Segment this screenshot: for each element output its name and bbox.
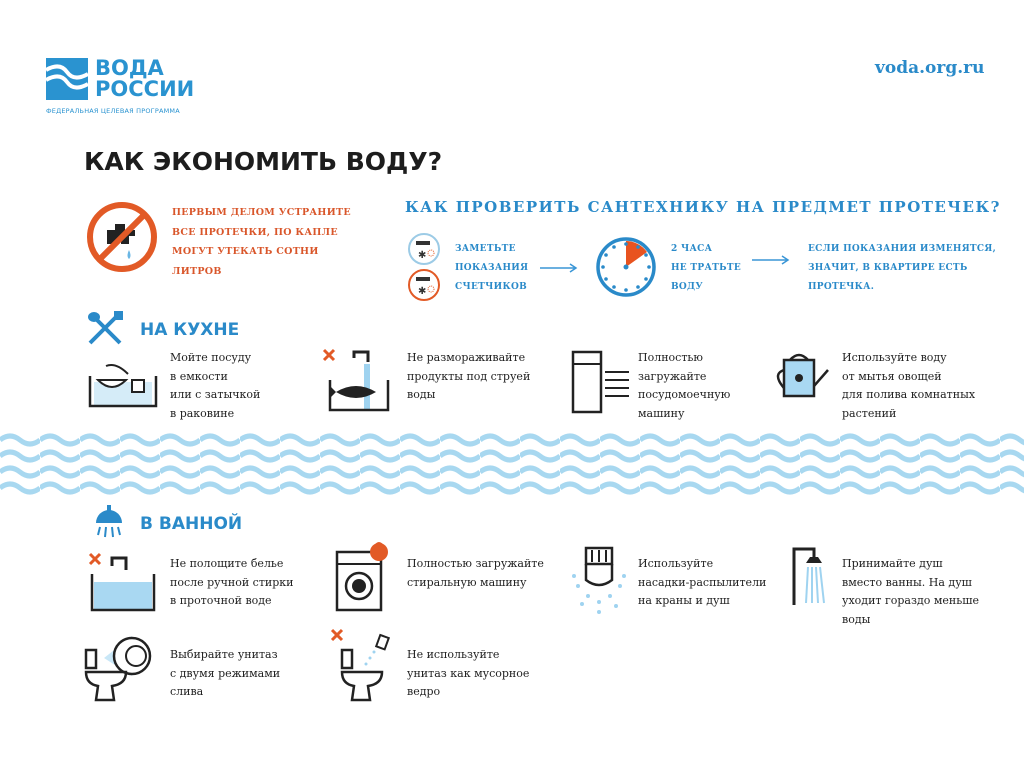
aerator-nozzle-icon (568, 546, 630, 614)
leak-line: МОГУТ УТЕКАТЬ СОТНИ (172, 246, 319, 257)
meter-cold-icon (407, 232, 441, 266)
step-line: ЕСЛИ ПОКАЗАНИЯ ИЗМЕНЯТСЯ, (808, 244, 997, 254)
no-trash-toilet-icon (330, 628, 406, 704)
watering-can-icon (770, 350, 832, 400)
bathroom-tip-2 (407, 555, 544, 592)
kitchen-tip-2 (407, 349, 530, 405)
tip-line: стиральную машину (407, 575, 527, 589)
arrow-right-icon (752, 255, 792, 265)
tip-line: слива (170, 685, 204, 698)
step-line: 2 ЧАСА (671, 244, 713, 254)
leak-warning-text (172, 203, 351, 281)
bathroom-tip-4 (842, 555, 979, 629)
step-line: ВОДУ (671, 282, 703, 292)
utensils-icon (86, 311, 126, 347)
tip-line: или с затычкой (170, 388, 261, 401)
check-step3 (808, 240, 996, 297)
shower-icon (790, 545, 830, 607)
check-step2 (671, 240, 741, 297)
site-url[interactable]: voda.org.ru (875, 58, 985, 78)
dishes-basin-icon (88, 360, 158, 410)
tip-line: машину (638, 406, 685, 420)
tip-line: ведро (407, 685, 441, 698)
no-thaw-fish-icon (322, 348, 394, 414)
tip-line: загружайте (638, 369, 707, 383)
tip-line: Не размораживайте (407, 351, 526, 364)
bathroom-tip-1 (170, 555, 294, 611)
tip-line: воды (842, 612, 871, 626)
clock-icon (594, 235, 658, 299)
kitchen-tip-4 (842, 349, 975, 423)
logo-waves-icon (46, 58, 88, 100)
step-line: ЗНАЧИТ, В КВАРТИРЕ ЕСТЬ (808, 263, 968, 273)
tip-line: в раковине (170, 406, 235, 420)
tip-line: воды (407, 388, 436, 401)
washing-machine-icon (335, 540, 393, 614)
tip-line: продукты под струей (407, 369, 531, 383)
tip-line: растений (842, 406, 897, 420)
logo-line2: РОССИИ (95, 77, 195, 101)
tip-line: для полива комнатных (842, 388, 976, 401)
bathroom-tip-5 (170, 646, 280, 702)
shower-head-icon (92, 505, 126, 539)
step-line: ПОКАЗАНИЯ (455, 263, 529, 273)
kitchen-tip-1 (170, 349, 260, 423)
leak-line: ВСЕ ПРОТЕЧКИ, ПО КАПЛЕ (172, 226, 338, 238)
tip-line: Выбирайте унитаз (170, 648, 278, 661)
tip-line: Полностью (638, 351, 703, 364)
no-rinse-laundry-icon (88, 552, 158, 612)
tip-line: в проточной воде (170, 594, 272, 607)
tip-line: вместо ванны. На душ (842, 575, 972, 589)
bathroom-tip-3 (638, 555, 766, 611)
tip-line: Используйте воду (842, 351, 947, 364)
tip-line: Используйте (638, 557, 714, 570)
wave-divider (0, 432, 1024, 496)
dishwasher-icon (571, 350, 631, 414)
logo-line1: ВОДА (95, 56, 164, 80)
kitchen-heading: НА КУХНЕ (140, 320, 240, 340)
tip-line: после ручной стирки (170, 575, 294, 589)
check-heading: КАК ПРОВЕРИТЬ САНТЕХНИКУ НА ПРЕДМЕТ ПРОТЕЧЕК? (405, 198, 1001, 216)
kitchen-tip-3 (638, 349, 730, 423)
tip-line: насадки-распылители (638, 575, 767, 589)
tip-line: Принимайте душ (842, 557, 943, 570)
tip-line: в емкости (170, 369, 228, 383)
logo-subtitle: ФЕДЕРАЛЬНАЯ ЦЕЛЕВАЯ ПРОГРАММА (46, 107, 180, 115)
no-leak-icon (85, 200, 159, 274)
tip-line: Мойте посуду (170, 351, 252, 364)
dual-flush-toilet-icon (84, 628, 160, 704)
tip-line: унитаз как мусорное (407, 666, 530, 680)
bathroom-tip-6 (407, 646, 529, 702)
check-step1 (455, 240, 528, 297)
leak-line: ПЕРВЫМ ДЕЛОМ УСТРАНИТЕ (172, 207, 351, 218)
step-line: ПРОТЕЧКА. (808, 282, 875, 292)
tip-line: посудомоечную (638, 388, 731, 401)
tip-line: на краны и душ (638, 594, 730, 607)
meter-hot-icon (407, 268, 441, 302)
step-line: НЕ ТРАТЬТЕ (671, 263, 741, 273)
step-line: ЗАМЕТЬТЕ (455, 244, 516, 254)
page-title: КАК ЭКОНОМИТЬ ВОДУ? (84, 147, 443, 176)
tip-line: Полностью загружайте (407, 557, 544, 570)
arrow-right-icon (540, 263, 580, 273)
tip-line: с двумя режимами (170, 666, 281, 680)
step-line: СЧЕТЧИКОВ (455, 282, 527, 292)
tip-line: уходит гораздо меньше (842, 594, 979, 607)
svg-text:✱: ✱ (418, 250, 427, 261)
svg-text:✱: ✱ (418, 286, 427, 297)
tip-line: от мытья овощей (842, 369, 942, 383)
tip-line: Не полощите белье (170, 557, 284, 570)
leak-line: ЛИТРОВ (172, 265, 222, 277)
tip-line: Не используйте (407, 648, 500, 661)
logo (46, 58, 88, 100)
bathroom-heading: В ВАННОЙ (140, 514, 243, 534)
